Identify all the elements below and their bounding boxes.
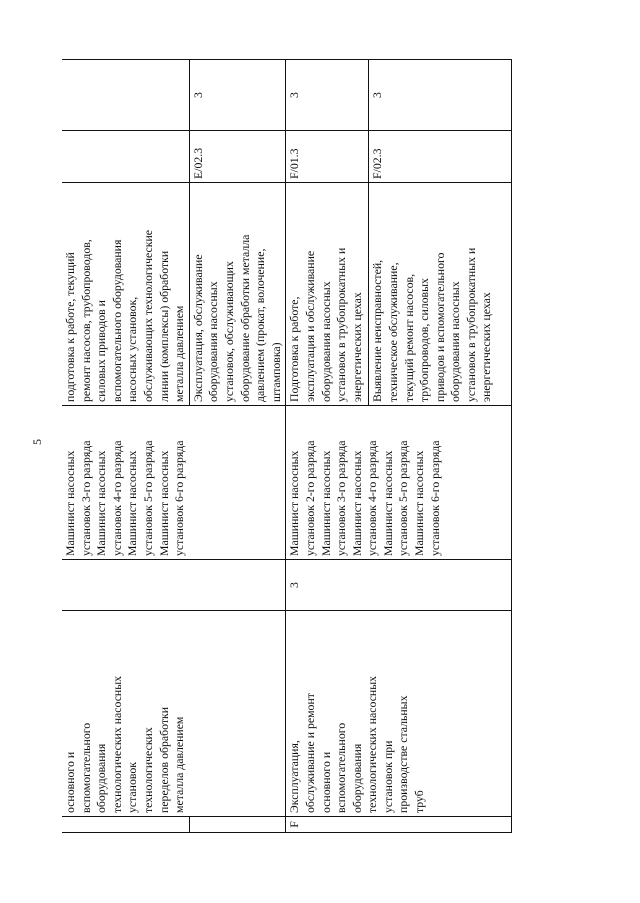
labor-function-cell: Выявление неисправностей, техническое обслуживание, текущий ремонт насосов, трубопроводов, силовых приводов и вспомогательного оборудования насосных установок в трубопрокатных и энергетических цехах — [369, 183, 512, 406]
function-code-cell — [189, 817, 286, 833]
table-row — [62, 60, 189, 833]
function-name-cell: Эксплуатация, обслуживание и ремонт основного и вспомогательного оборудования технологических насосных установок при производстве стальных труб — [286, 611, 512, 817]
labor-function-code-cell: E/02.3 — [189, 131, 286, 183]
function-code-cell: F — [286, 817, 512, 833]
table-row — [286, 60, 369, 833]
labor-function-level-cell: 3 — [189, 60, 286, 131]
labor-function-code-cell — [62, 131, 189, 183]
function-code-cell — [62, 817, 189, 833]
function-name-cell: основного и вспомогательного оборудования технологических насосных установок технологических переделов обработки металла давлением — [62, 611, 286, 817]
rotated-table-stage — [62, 60, 494, 833]
page-number: 5 — [30, 439, 44, 445]
competency-table — [62, 59, 512, 833]
job-titles-cell: Машинист насосных установок 2-го разряда Машинист насосных установок 3-го разряда Машинист насосных установок 4-го разряда Машинист насосных установок 5-го разряда Машинист насосных установок 6-го разряда — [286, 406, 512, 560]
labor-function-level-cell — [62, 60, 189, 131]
labor-function-level-cell: 3 — [369, 60, 512, 131]
labor-function-cell: подготовка к работе, текущий ремонт насосов, трубопроводов, силовых приводов и вспомогательного оборудования насосных установок, обслуживающих технологические линии (комплексы) обработки металла давлением — [62, 183, 189, 406]
labor-function-cell: Подготовка к работе, эксплуатация и обслуживание оборудования насосных установок в трубопрокатных и энергетических цехах — [286, 183, 369, 406]
labor-function-cell: Эксплуатация, обслуживание оборудования насосных установок, обслуживающих оборудование обработки металла давлением (прокат, волочение, штамповка) — [189, 183, 286, 406]
labor-function-code-cell: F/02.3 — [369, 131, 512, 183]
labor-function-code-cell: F/01.3 — [286, 131, 369, 183]
qualification-level-cell — [62, 560, 286, 611]
job-titles-cell: Машинист насосных установок 3-го разряда Машинист насосных установок 4-го разряда Машинист насосных установок 5-го разряда Машинист насосных установок 6-го разряда — [62, 406, 286, 560]
labor-function-level-cell: 3 — [286, 60, 369, 131]
qualification-level-cell: 3 — [286, 560, 512, 611]
